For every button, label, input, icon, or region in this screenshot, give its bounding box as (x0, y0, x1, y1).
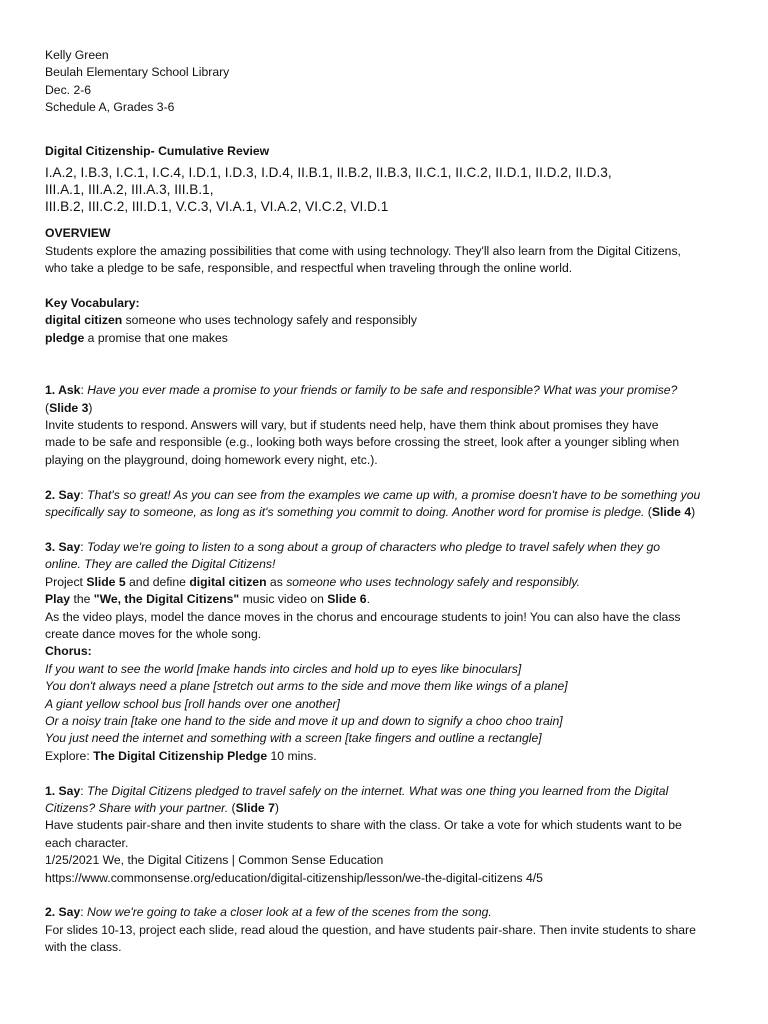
text: music video on (239, 592, 328, 607)
step-1-ask (45, 382, 738, 469)
step-script: That's so great! As you can see from the examples we came up with, a promise doesn't have to be something you (87, 487, 701, 502)
text: Explore: (45, 748, 94, 763)
paren: ( (45, 400, 50, 415)
overview-section (45, 225, 738, 277)
text: and define (125, 574, 190, 589)
step-text: As the video plays, model the dance moves in the chorus and encourage students to join! You can also have the class (45, 609, 681, 624)
step-text: each character. (45, 835, 129, 850)
text: as (266, 574, 287, 589)
paren: ( (644, 505, 652, 520)
step-script: Now we're going to take a closer look at a few of the scenes from the song. (87, 905, 492, 920)
chorus-line: A giant yellow school bus [roll hands over one another] (45, 696, 340, 711)
text: the (70, 592, 94, 607)
paren: ) (88, 400, 93, 415)
step-2-say (45, 487, 738, 522)
chorus-label: Chorus: (45, 644, 92, 659)
play-label: Play (45, 592, 71, 607)
slide-ref: Slide 6 (327, 592, 367, 607)
step-text: For slides 10-13, project each slide, read aloud the question, and have students pair-share. Then invite students to share (45, 922, 696, 937)
step-label: 2. Say (45, 905, 81, 920)
lesson-dates: Dec. 2-6 (45, 82, 92, 97)
step-text: playing on the playground, doing homework every night, etc.). (45, 452, 378, 467)
lesson-title: Digital Citizenship- Cumulative Review (45, 144, 270, 159)
step-label: 1. Ask (45, 383, 81, 398)
slide-ref: Slide 5 (86, 574, 126, 589)
header-block (45, 47, 738, 117)
explore-line (45, 748, 738, 765)
step-colon: : (80, 383, 88, 398)
vocab-entry (45, 330, 738, 347)
overview-heading: OVERVIEW (45, 226, 111, 241)
chorus-line: You just need the internet and something with a screen [take fingers and outline a rectangle] (45, 731, 542, 746)
standards-line: III.B.2, III.C.2, III.D.1, V.C.3, VI.A.1, VI.A.2, VI.C.2, VI.D.1 (45, 199, 389, 215)
step-text: Have students pair-share and then invite students to share with the class. Or take a vote for which students want to be (45, 818, 682, 833)
vocab-term: digital citizen (45, 313, 123, 328)
chorus-line: If you want to see the world [make hands into circles and hold up to eyes like binoculars] (45, 661, 522, 676)
step-script: Citizens? Share with your partner. (45, 800, 229, 815)
explore-2-say (45, 904, 738, 956)
explore-1-say (45, 783, 738, 887)
overview-text: who take a pledge to be safe, responsible, and respectful when traveling through the online world. (45, 261, 573, 276)
step-label: 2. Say (45, 487, 81, 502)
step-text: with the class. (45, 940, 122, 955)
definition: someone who uses technology safely and responsibly. (286, 574, 580, 589)
step-script: specifically say to someone, as long as it's something you commit to doing. Another word for promise is pledge. (45, 505, 645, 520)
vocab-definition: a promise that one makes (84, 330, 228, 345)
project-line (45, 574, 738, 591)
step-colon: : (80, 539, 88, 554)
step-script: The Digital Citizens pledged to travel safely on the internet. What was one thing you learned from the Digital (87, 783, 669, 798)
vocabulary-section (45, 295, 738, 347)
step-label: 1. Say (45, 783, 81, 798)
standards-list (45, 164, 738, 215)
chorus-line: You don't always need a plane [stretch out arms to the side and move them like wings of a plane] (45, 679, 568, 694)
print-footer-title: 1/25/2021 We, the Digital Citizens | Common Sense Education (45, 853, 384, 868)
vocabulary-heading: Key Vocabulary: (45, 296, 140, 311)
step-text: Invite students to respond. Answers will vary, but if students need help, have them think about promises they have (45, 418, 659, 433)
step-colon: : (80, 905, 88, 920)
step-colon: : (80, 487, 88, 502)
step-script: online. They are called the Digital Citizens! (45, 557, 276, 572)
step-script: Today we're going to listen to a song about a group of characters who pledge to travel safely when they go (87, 539, 661, 554)
step-colon: : (80, 783, 88, 798)
school-name: Beulah Elementary School Library (45, 65, 230, 80)
vocab-term: digital citizen (189, 574, 267, 589)
text: . (366, 592, 370, 607)
video-title: "We, the Digital Citizens" (93, 592, 240, 607)
explore-title: The Digital Citizenship Pledge (93, 748, 268, 763)
step-text: create dance moves for the whole song. (45, 626, 262, 641)
chorus-line: Or a noisy train [take one hand to the side and move it up and down to signify a choo choo train] (45, 713, 563, 728)
print-footer-url: https://www.commonsense.org/education/digital-citizenship/lesson/we-the-digital-citizens 4/5 (45, 870, 543, 885)
step-label: 3. Say (45, 539, 81, 554)
vocab-term: pledge (45, 330, 85, 345)
vocab-definition: someone who uses technology safely and responsibly (122, 313, 417, 328)
text: 10 mins. (267, 748, 317, 763)
play-line (45, 591, 738, 608)
step-text: made to be safe and responsible (e.g., looking both ways before crossing the street, look after a younger sibling when (45, 435, 680, 450)
paren: ) (274, 800, 279, 815)
slide-ref: Slide 3 (49, 400, 89, 415)
paren: ( (228, 800, 236, 815)
step-3-say (45, 539, 738, 765)
slide-ref: Slide 4 (651, 505, 692, 520)
author-name: Kelly Green (45, 48, 109, 62)
step-question: Have you ever made a promise to your friends or family to be safe and responsible? What was your promise? (87, 383, 678, 398)
standards-line: I.A.2, I.B.3, I.C.1, I.C.4, I.D.1, I.D.3, I.D.4, II.B.1, II.B.2, II.B.3, II.C.1, II.C.2, II.D.1, II.D.2, II.D.3, (45, 165, 612, 181)
schedule-line: Schedule A, Grades 3-6 (45, 100, 175, 115)
standards-line: III.A.1, III.A.2, III.A.3, III.B.1, (45, 182, 214, 198)
overview-text: Students explore the amazing possibilities that come with using technology. They'll also learn from the Digital Citizens, (45, 243, 681, 258)
paren: ) (691, 505, 696, 520)
slide-ref: Slide 7 (235, 800, 275, 815)
vocab-entry (45, 312, 738, 329)
text: Project (45, 574, 87, 589)
